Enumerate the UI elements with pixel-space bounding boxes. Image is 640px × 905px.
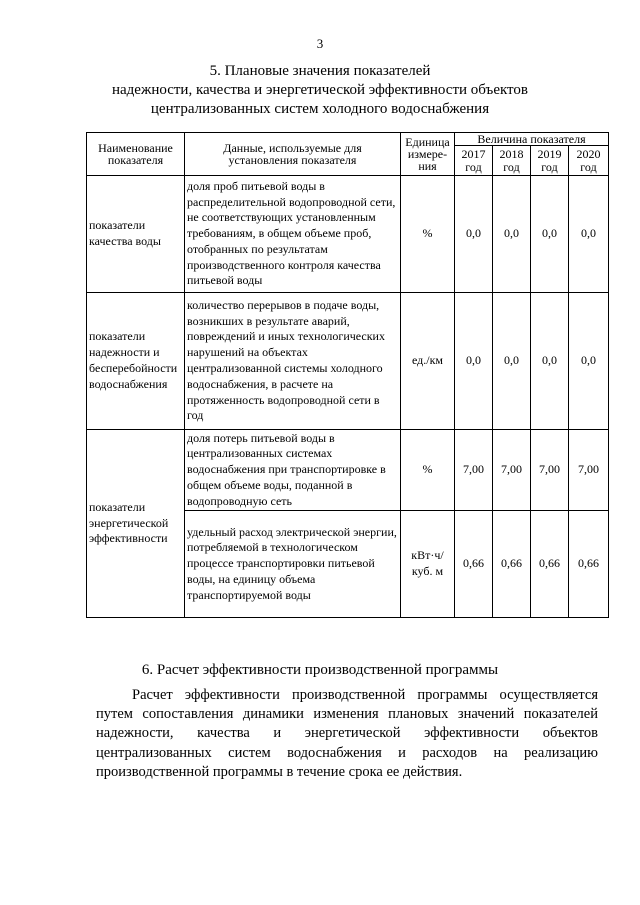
indicator-value: 7,00 bbox=[455, 430, 493, 511]
header-year: 2017 год bbox=[455, 146, 493, 176]
indicator-description: количество перерывов в подаче воды, возникших в результате аварий, повреждений и иных технологических нарушений на объектах централизованной системы холодного водоснабжения, в расчете на протяженность водопроводной сети в год bbox=[185, 293, 401, 430]
section-5-title-line: 5. Плановые значения показателей bbox=[209, 63, 431, 79]
header-data: Данные, используемые для установления показателя bbox=[185, 133, 401, 176]
indicator-value: 0,66 bbox=[569, 511, 609, 618]
indicator-value: 0,66 bbox=[455, 511, 493, 618]
section-5-title bbox=[0, 62, 640, 119]
indicator-unit: % bbox=[401, 176, 455, 293]
indicators-table bbox=[86, 132, 609, 618]
section-6-title: 6. Расчет эффективности производственной программы bbox=[141, 662, 499, 678]
indicator-value: 7,00 bbox=[531, 430, 569, 511]
table-row bbox=[87, 293, 609, 430]
header-year: 2020 год bbox=[569, 146, 609, 176]
indicator-unit: % bbox=[401, 430, 455, 511]
header-value-group: Величина показателя bbox=[455, 133, 609, 146]
page-number: 3 bbox=[316, 36, 324, 51]
header-name: Наименование показателя bbox=[87, 133, 185, 176]
indicator-value: 7,00 bbox=[569, 430, 609, 511]
indicator-value: 0,0 bbox=[531, 176, 569, 293]
indicator-value: 0,0 bbox=[493, 176, 531, 293]
indicator-name: показатели энергетической эффективности bbox=[87, 430, 185, 618]
indicator-description: доля проб питьевой воды в распределительной водопроводной сети, не соответствующих установленным требованиям, в общем объеме проб, отобранных по результатам производственного контроля качества питьевой воды bbox=[185, 176, 401, 293]
indicator-value: 0,66 bbox=[531, 511, 569, 618]
header-year: 2018 год bbox=[493, 146, 531, 176]
table-row bbox=[87, 430, 609, 511]
indicator-value: 0,0 bbox=[493, 293, 531, 430]
indicator-name: показатели надежности и бесперебойности водоснабжения bbox=[87, 293, 185, 430]
indicator-value: 0,0 bbox=[569, 293, 609, 430]
indicator-value: 0,0 bbox=[569, 176, 609, 293]
indicator-value: 7,00 bbox=[493, 430, 531, 511]
indicator-description: доля потерь питьевой воды в централизованных системах водоснабжения при транспортировке в общем объеме воды, поданной в водопроводную сеть bbox=[185, 430, 401, 511]
section-5-title-line: централизованных систем холодного водоснабжения bbox=[150, 101, 490, 117]
indicator-name: показатели качества воды bbox=[87, 176, 185, 293]
indicator-description: удельный расход электрической энергии, потребляемой в технологическом процессе транспортировки питьевой воды, на единицу объема транспортируемой воды bbox=[185, 511, 401, 618]
table-row bbox=[87, 176, 609, 293]
indicator-value: 0,0 bbox=[455, 176, 493, 293]
indicator-value: 0,0 bbox=[531, 293, 569, 430]
indicator-value: 0,0 bbox=[455, 293, 493, 430]
header-unit: Единица измере-ния bbox=[401, 133, 455, 176]
indicator-unit: кВт·ч/ куб. м bbox=[401, 511, 455, 618]
section-6-text: Расчет эффективности производственной программы осуществляется путем сопоставления динамики изменения плановых значений показателей надежности, качества и энергетической эффективности объектов централизованных систем водоснабжения и расходов на реализацию производственной программы в течение срока ее действия. bbox=[96, 687, 598, 780]
indicator-value: 0,66 bbox=[493, 511, 531, 618]
header-year: 2019 год bbox=[531, 146, 569, 176]
section-5-title-line: надежности, качества и энергетической эффективности объектов bbox=[111, 82, 528, 98]
indicator-unit: ед./км bbox=[401, 293, 455, 430]
